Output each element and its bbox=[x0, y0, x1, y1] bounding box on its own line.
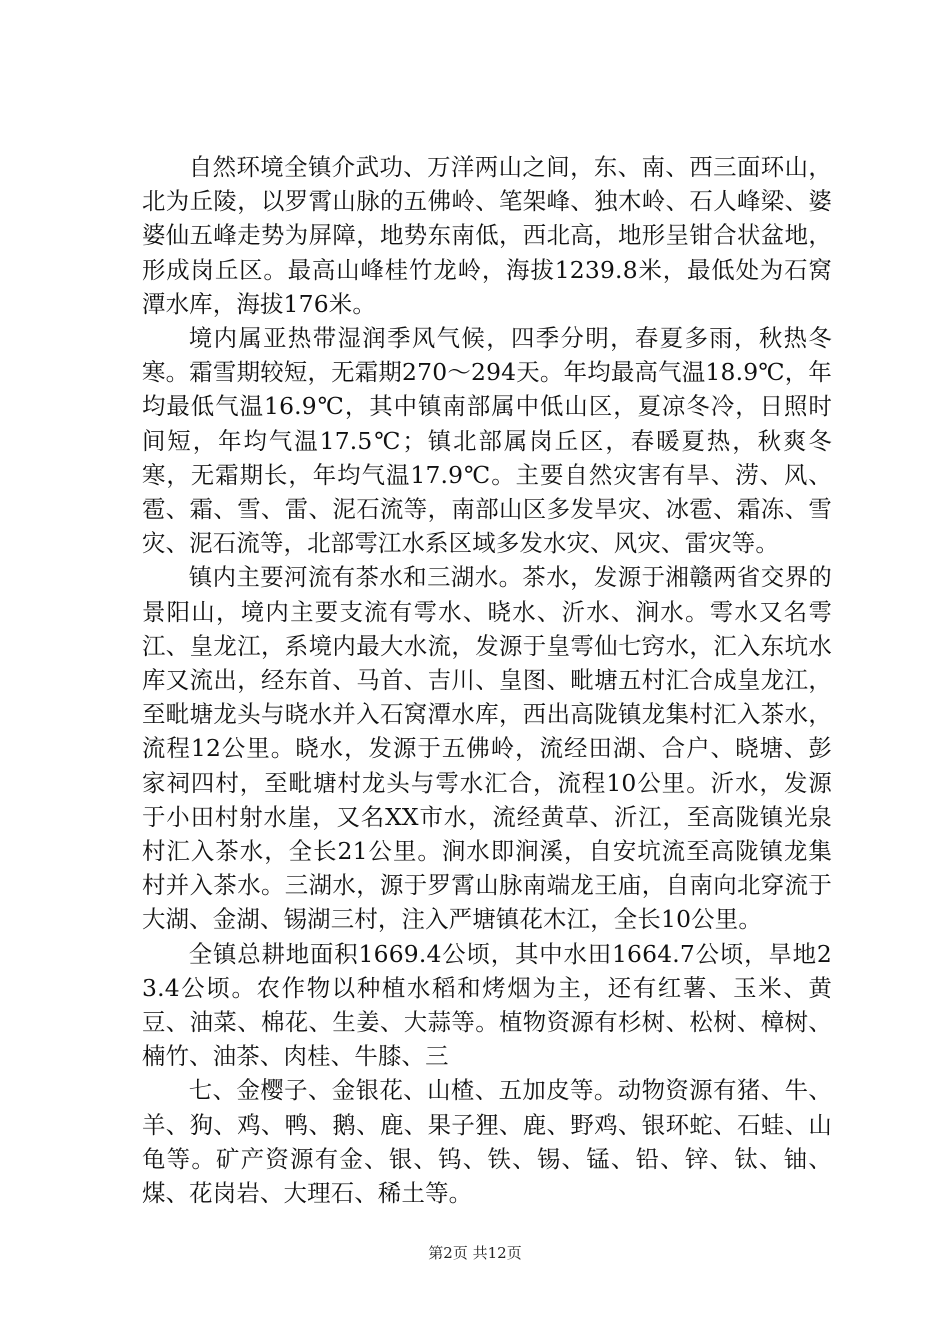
page-number-footer: 第2页 共12页 bbox=[428, 1244, 522, 1262]
paragraph-natural-environment: 自然环境全镇介武功、万洋两山之间，东、南、西三面环山，北为丘陵，以罗霄山脉的五佛岭、笔架峰、独木岭、石人峰梁、婆婆仙五峰走势为屏障，地势东南低，西北高，地形呈钳合状盆地，形成岗丘区。最高山峰桂竹龙岭，海拔1239.8米，最低处为石窝潭水库，海拔176米。 bbox=[142, 153, 832, 318]
document-body bbox=[142, 150, 832, 1210]
paragraph-farmland-plants: 全镇总耕地面积1669.4公顷，其中水田1664.7公顷，旱地23.4公顷。农作物以种植水稻和烤烟为主，还有红薯、玉米、黄豆、油菜、棉花、生姜、大蒜等。植物资源有杉树、松树、樟树、楠竹、油茶、肉桂、牛膝、三 bbox=[142, 939, 832, 1071]
paragraph-rivers: 镇内主要河流有茶水和三湖水。茶水，发源于湘赣两省交界的景阳山，境内主要支流有雩水、晓水、沂水、涧水。雩水又名雩江、皇龙江，系境内最大水流，发源于皇雩仙七窍水，汇入东坑水库又流出，经东首、马首、吉川、皇图、毗塘五村汇合成皇龙江，至毗塘龙头与晓水并入石窝潭水库，西出高陇镇龙集村汇入茶水，流程12公里。晓水，发源于五佛岭，流经田湖、合户、晓塘、彭家祠四村，至毗塘村龙头与雩水汇合，流程10公里。沂水，发源于小田村射水崖，又名XX市水，流经黄草、沂江，至高陇镇光泉村汇入茶水，全长21公里。涧水即涧溪，自安坑流至高陇镇龙集村并入茶水。三湖水，源于罗霄山脉南端龙王庙，自南向北穿流于大湖、金湖、锡湖三村，注入严塘镇花木江，全长10公里。 bbox=[142, 563, 832, 934]
paragraph-climate: 境内属亚热带湿润季风气候，四季分明，春夏多雨，秋热冬寒。霜雪期较短，无霜期270～294天。年均最高气温18.9℃，年均最低气温16.9℃，其中镇南部属中低山区，夏凉冬冷，日照时间短，年均气温17.5℃；镇北部属岗丘区，春暖夏热，秋爽冬寒，无霜期长，年均气温17.9℃。主要自然灾害有旱、涝、风、雹、霜、雪、雷、泥石流等，南部山区多发旱灾、冰雹、霜冻、雪灾、泥石流等，北部雩江水系区域多发水灾、风灾、雷灾等。 bbox=[142, 324, 832, 558]
paragraph-animals-minerals: 七、金樱子、金银花、山楂、五加皮等。动物资源有猪、牛、羊、狗、鸡、鸭、鹅、鹿、果子狸、鹿、野鸡、银环蛇、石蛙、山龟等。矿产资源有金、银、钨、铁、锡、锰、铅、锌、钛、铀、煤、花岗岩、大理石、稀土等。 bbox=[142, 1076, 832, 1208]
